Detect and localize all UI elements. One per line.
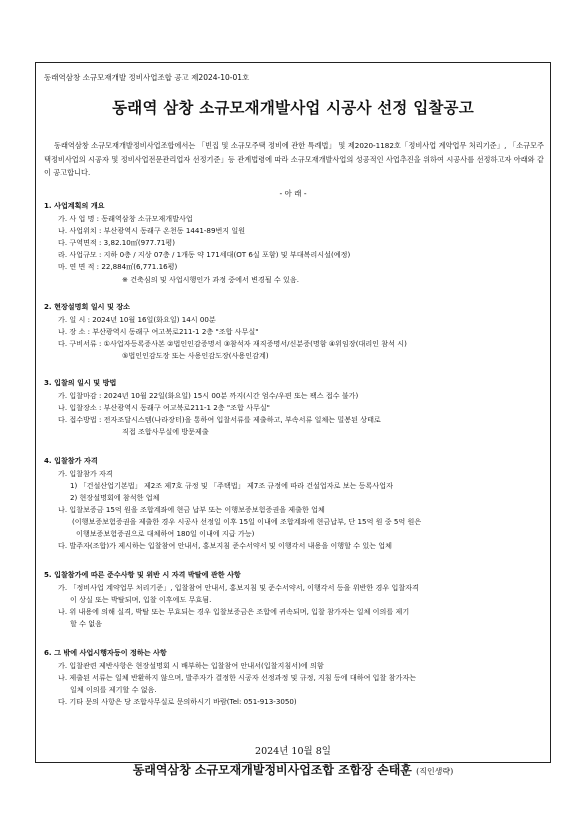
body-line: 가. 입찰관련 제반사항은 현장설명회 시 배부하는 입찰참여 안내서(입찰지침서)에 의함 <box>58 661 324 670</box>
section-heading: 4. 입찰참가 자격 <box>44 456 98 465</box>
seal-note: (직인생략) <box>416 767 454 776</box>
body-line: ※ 건축심의 및 사업시행인가 과정 중에서 변경될 수 있음. <box>122 275 299 284</box>
signature: 동래역삼창 소규모재개발정비사업조합 조합장 손태훈 <box>132 763 412 777</box>
body-line: 할 수 없음 <box>70 619 102 628</box>
body-line: 나. 제출된 서류는 일체 반환하지 않으며, 발주자가 결정한 시공자 선정과정 및 규정, 지침 등에 대하여 입찰 참가자는 <box>58 673 417 682</box>
section-heading: 2. 현장설명회 일시 및 장소 <box>44 302 131 311</box>
body-line: 이 상실 또는 박탈되며, 입찰 이후에도 무효됨. <box>70 595 212 604</box>
body-line: 가. 입찰참가 자격 <box>58 469 113 478</box>
body-line: 나. 장 소 : 부산광역시 동래구 여고북로211-1 2층 "조합 사무실" <box>58 327 259 336</box>
body-line: 이행보증보험증권으로 대체하여 180일 이내에 지급 가능) <box>76 529 255 538</box>
body-line: 직접 조합사무실에 방문제출 <box>122 427 209 436</box>
body-line: 가. 「정비사업 계약업무 처리기준」, 입찰참여 안내서, 홍보지침 및 준수서약서, 이행각서 등을 위반한 경우 입찰자격 <box>58 583 419 592</box>
body-line: 일체 이의를 제기할 수 없음. <box>70 685 157 694</box>
body-line: 나. 입찰장소 : 부산광역시 동래구 여고북로211-1 2층 "조합 사무실" <box>58 403 270 412</box>
section-heading: 1. 사업계획의 개요 <box>44 201 105 210</box>
body-line: 가. 사 업 명 : 동래역삼창 소규모재개발사업 <box>58 214 193 223</box>
body-line: (이행보증보험증권을 제출한 경우 시공사 선정일 이후 15일 이내에 조합계좌에 현금납부, 단 15억 원 중 5억 원은 <box>72 517 422 526</box>
body-line: 다. 구비서류 : ①사업자등록증사본 ②법인인감증명서 ③참석자 재직증명서/신분증(명함 ④위임장(대리인 참석 시) <box>58 339 407 348</box>
page-title: 동래역 삼창 소규모재개발사업 시공사 선정 입찰공고 <box>112 98 474 117</box>
body-line: 1) 「건설산업기본법」 제2조 제7호 규정 및 「주택법」 제7조 규정에 따라 건설업자로 보는 등록사업자 <box>70 481 393 490</box>
section-heading: 6. 그 밖에 사업시행자등이 정하는 사항 <box>44 648 167 657</box>
intro-paragraph: 동래역삼창 소규모재개발정비사업조합에서는 「빈집 및 소규모주택 정비에 관한 특례법」 및 제2020-1182호「정비사업 계약업무 처리기준」, 「소규모주택정비사업의 시공자 및 정비사업전문관리업자 선정기준」등 관계법령에 따라 소규모재개발사업의 성공적인 사업추진을 위하여 시공사를 선정하고자 아래와 같이 공고합니다. <box>44 141 544 177</box>
signature-line <box>35 761 551 778</box>
notice-number: 동래역삼창 소규모재개발 정비사업조합 공고 제2024-10-01호 <box>44 73 250 82</box>
body-line: 나. 사업위치 : 부산광역시 동래구 온천동 1441-89번지 일원 <box>58 226 246 235</box>
body-line: 라. 사업규모 : 지하 0층 / 지상 07층 / 1개동 약 171세대(OT 6실 포함) 및 부대복리시설(예정) <box>58 250 351 259</box>
body-line: 나. 위 내용에 의해 실격, 박탈 또는 무효되는 경우 입찰보증금은 조합에 귀속되며, 입찰 참가자는 일체 이의를 제기 <box>58 607 410 616</box>
sub-heading: - 아 래 - <box>279 189 307 198</box>
section-heading: 5. 입찰참가에 따른 준수사항 및 위반 시 자격 박탈에 관한 사항 <box>44 570 241 579</box>
section-heading: 3. 입찰의 일시 및 방법 <box>44 378 117 387</box>
body-line: 2) 현장설명회에 참석한 업체 <box>70 493 160 502</box>
body-line: 다. 발주자(조합)가 제시하는 입찰참여 안내서, 홍보지침 준수서약서 및 이행각서 내용을 이행할 수 있는 업체 <box>58 541 393 550</box>
body-line: 다. 기타 문의 사항은 당 조합사무실로 문의하시기 바람(Tel: 051-913-3050) <box>58 697 297 706</box>
body-line: 다. 구역면적 : 3,82.10㎡(977.71평) <box>58 238 176 247</box>
body-line: 나. 입찰보증금 15억 원을 조합계좌에 현금 납부 또는 이행보증보험증권을 제출한 업체 <box>58 505 325 514</box>
body-line: 다. 접수방법 : 전자조달시스템(나라장터)을 통하여 입찰서류를 제출하고, 부속서류 일체는 밀봉된 상태로 <box>58 415 381 424</box>
body-line: 가. 입찰마감 : 2024년 10월 22일(화요일) 15시 00분 까지(시간 엄수/우편 또는 팩스 접수 불가) <box>58 391 359 400</box>
body-line: ⑤법인인감도장 또는 사용인감도장(사용인감계) <box>122 351 269 360</box>
body-line: 마. 연 면 적 : 22,884㎡(6,771.16평) <box>58 262 178 271</box>
notice-date: 2024년 10월 8일 <box>255 746 331 757</box>
body-line: 가. 일 시 : 2024년 10월 16일(화요일) 14시 00분 <box>58 315 216 324</box>
